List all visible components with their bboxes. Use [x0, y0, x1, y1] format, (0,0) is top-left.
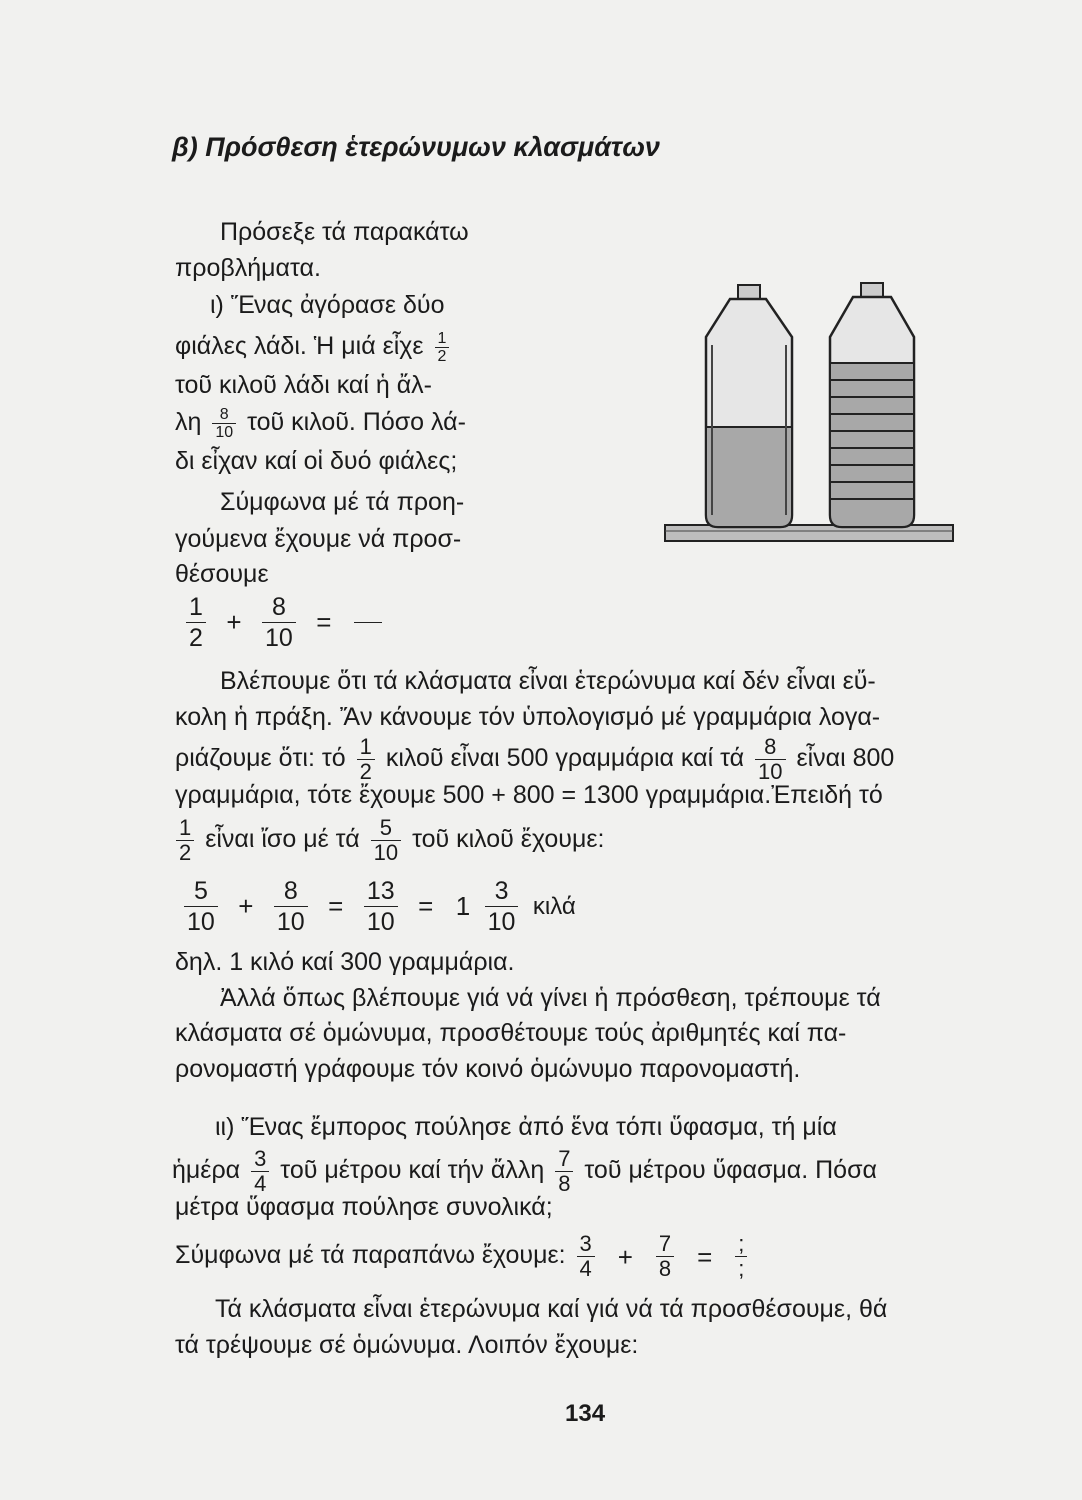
result-line: δηλ. 1 κιλό καί 300 γραμμάρια.	[175, 948, 515, 976]
closing-line-1: Τά κλάσματα εἶναι ἑτερώνυμα καί γιά νά τά προσθέσουμε, θά	[215, 1295, 888, 1323]
section-title: β) Πρόσθεση ἑτερώνυμων κλασμάτων	[172, 132, 660, 162]
explain-line-2: κολη ἡ πράξη. Ἄν κάνουμε τόν ὑπολογισμό μέ γραμμάρια λογα-	[175, 703, 881, 731]
accordingly-line-1: Σύμφωνα μέ τά προη-	[220, 488, 465, 516]
explain-line-5: $\frac{1}{2}$ εἶναι ἴσο μέ τά $\frac{5}{10}$ τοῦ κιλοῦ ἔχουμε:	[172, 816, 604, 865]
fraction-eight-tenths: $\frac{8}{10}$	[212, 406, 236, 441]
problem2-line-3: μέτρα ὕφασμα πούλησε συνολικά;	[175, 1193, 553, 1221]
intro-line-2: προβλήματα.	[175, 254, 321, 282]
rule-line-3: ρονομαστή γράφουμε τόν κοινό ὁμώνυμο παρονομαστή.	[175, 1055, 801, 1083]
problem1-line-2: φιάλες λάδι. Ἡ μιά εἶχε $\frac{1}{2}$	[175, 327, 453, 365]
bottle-half-full	[706, 285, 792, 527]
problem1-line-3: τοῦ κιλοῦ λάδι καί ἡ ἄλ-	[175, 371, 433, 399]
closing-line-2: τά τρέψουμε σέ ὁμώνυμα. Λοιπόν ἔχουμε:	[175, 1331, 639, 1359]
page-number: 134	[565, 1400, 606, 1427]
problem1-line-5: δι εἶχαν καί οἱ δυό φιάλες;	[175, 447, 458, 475]
equation-1: $\frac{1}{2}$ + $\frac{8}{10}$ =	[182, 592, 382, 653]
oil-bottles-illustration	[660, 275, 960, 547]
equation-2: $\frac{5}{10}$ + $\frac{8}{10}$ = $\frac{13}{10}$ = 1 $\frac{3}{10}$ κιλά	[180, 876, 588, 937]
explain-line-3: ριάζουμε ὅτι: τό $\frac{1}{2}$ κιλοῦ εἶναι 500 γραμμάρια καί τά $\frac{8}{10}$ εἶναι 800	[175, 734, 895, 784]
problem2-line-1: ιι) Ἕνας ἔμπορος πούλησε ἀπό ἕνα τόπι ὕφασμα, τή μία	[215, 1113, 837, 1141]
problem1-line-4: λη $\frac{8}{10}$ τοῦ κιλοῦ. Πόσο λά-	[175, 405, 466, 441]
accordingly-line-2: γούμενα ἔχουμε νά προσ-	[175, 525, 462, 553]
bottle-eight-tenths-full	[830, 283, 914, 527]
problem1-line-1: ι) Ἕνας ἀγόρασε δύο	[210, 291, 445, 319]
equation-3: Σύμφωνα μέ τά παραπάνω ἔχουμε: $\frac{3}{4}$ + $\frac{7}{8}$ = $\frac{;}{;}$	[175, 1232, 751, 1281]
rule-line-1: Ἀλλά ὅπως βλέπουμε γιά νά γίνει ἡ πρόσθεση, τρέπουμε τά	[220, 984, 881, 1012]
accordingly-line-3: θέσουμε	[175, 560, 269, 588]
explain-line-4: γραμμάρια, τότε ἔχουμε 500 + 800 = 1300 γραμμάρια.Ἐπειδή τό	[175, 781, 883, 809]
rule-line-2: κλάσματα σέ ὁμώνυμα, προσθέτουμε τούς ἀριθμητές καί πα-	[175, 1019, 847, 1047]
fraction-one-half: $\frac{1}{2}$	[435, 330, 450, 365]
problem2-line-2: ἡμέρα $\frac{3}{4}$ τοῦ μέτρου καί τήν ἄλλη $\frac{7}{8}$ τοῦ μέτρου ὕφασμα. Πόσα	[172, 1146, 877, 1196]
explain-line-1: Βλέπουμε ὅτι τά κλάσματα εἶναι ἑτερώνυμα καί δέν εἶναι εὔ-	[220, 667, 876, 695]
intro-line-1: Πρόσεξε τά παρακάτω	[220, 218, 469, 246]
